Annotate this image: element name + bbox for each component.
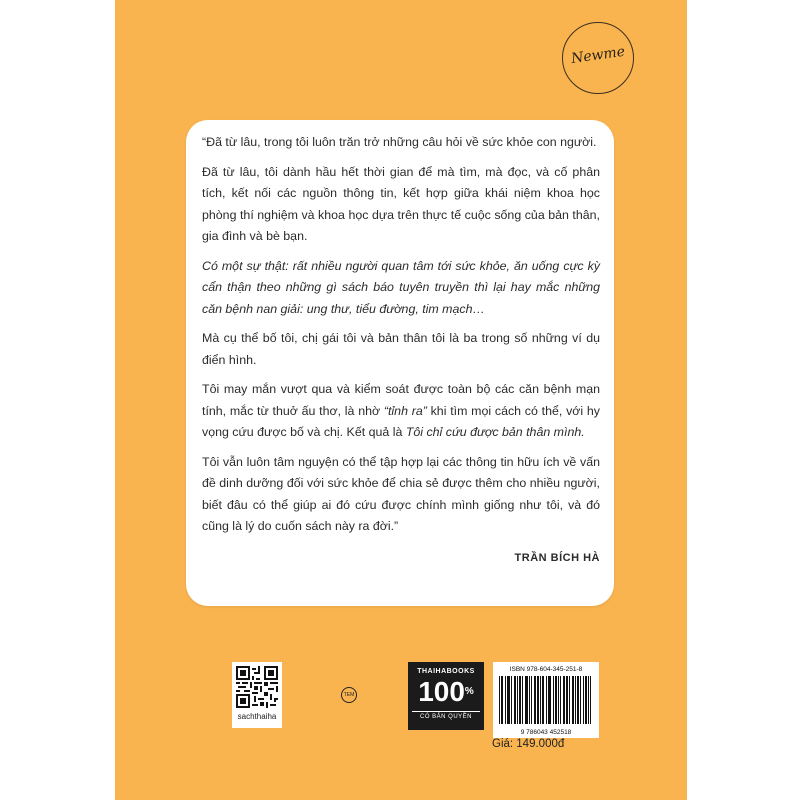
- barcode-bar: [502, 676, 503, 724]
- barcode-bar: [517, 676, 518, 724]
- barcode-digits: 9 786043 452518: [520, 729, 572, 736]
- barcode-bar: [569, 676, 570, 724]
- quote-paragraph-5: [202, 379, 600, 444]
- badge-percent: %: [464, 686, 474, 697]
- barcode-bar: [508, 676, 509, 724]
- barcode-bar: [553, 676, 554, 724]
- barcode-bar: [564, 676, 565, 724]
- barcode-bar: [567, 676, 568, 724]
- newme-logo: [562, 22, 634, 94]
- badge-number-value: 100: [418, 676, 465, 707]
- barcode-bar: [575, 676, 576, 724]
- barcode-bar: [563, 676, 564, 724]
- copyright-badge: [408, 662, 484, 730]
- barcode-bar: [558, 676, 559, 724]
- qr-caption: sachthaiha: [237, 712, 277, 721]
- barcode-bar: [548, 676, 549, 724]
- barcode-bar: [537, 676, 538, 724]
- barcode-bar: [556, 676, 557, 724]
- barcode-bar: [527, 676, 528, 724]
- barcode-bar: [588, 676, 589, 724]
- barcode-bar: [586, 676, 587, 724]
- barcode-bar: [535, 676, 536, 724]
- barcode-bar: [509, 676, 510, 724]
- barcode-bar: [555, 676, 556, 724]
- quote-author: TRẦN BÍCH HÀ: [514, 551, 600, 564]
- barcode-bar: [560, 676, 561, 724]
- barcode-bar: [550, 676, 551, 724]
- quote-paragraph-2: Đã từ lâu, tôi dành hầu hết thời gian để mà tìm, mà đọc, và cố phân tích, kết nối các nguồn thông tin, kết hợp giữa khái niệm khoa học phòng thí nghiệm và khoa học dựa trên thực tế cuộc sống của bản thân, gia đình và bè bạn.: [202, 164, 600, 243]
- quote-paragraph-4: Mà cụ thể bố tôi, chị gái tôi và bản thân tôi là ba trong số những ví dụ điển hình.: [202, 331, 600, 367]
- barcode-bar: [529, 676, 530, 724]
- quote-text: [202, 132, 600, 577]
- barcode-bar: [501, 676, 502, 724]
- price: Giá: 149.000đ: [492, 738, 565, 750]
- barcode-bar: [505, 676, 506, 724]
- quote-p5-book-title: Tôi chỉ cứu được bản thân mình.: [405, 425, 585, 439]
- barcode-bar: [566, 676, 567, 724]
- barcode-bar: [573, 676, 574, 724]
- quote-paragraph-3: Có một sự thật: rất nhiều người quan tâm tới sức khỏe, ăn uống cực kỳ cẩn thận theo những gì sách báo tuyên truyền thì lại hay mắc những căn bệnh nan giải: ung thư, tiểu đường, tim mạch…: [202, 258, 600, 316]
- badge-number: [408, 678, 484, 706]
- quote-card: [186, 120, 614, 606]
- barcode-bar: [572, 676, 573, 724]
- barcode-bar: [585, 676, 586, 724]
- quote-p5-part-a: Tôi may mắn vượt qua và kiểm soát được toàn bộ các căn bệnh mạn tính, mắc từ thuở ấu thơ, là nhờ: [202, 382, 600, 418]
- barcode-bar: [538, 676, 539, 724]
- barcode-bar: [549, 676, 550, 724]
- barcode-bar: [507, 676, 508, 724]
- barcode: [493, 662, 599, 738]
- barcode-bar: [522, 676, 523, 724]
- badge-publisher: THAIHABOOKS: [417, 668, 475, 675]
- tem-stamp: TEM: [341, 687, 357, 703]
- barcode-bar: [540, 676, 541, 724]
- barcode-bar: [583, 676, 584, 724]
- quote-p5-quoted-phrase: “tỉnh ra”: [383, 403, 427, 418]
- barcode-bars: [499, 676, 593, 724]
- barcode-bar: [534, 676, 535, 724]
- barcode-bar: [499, 676, 500, 724]
- barcode-bar: [590, 676, 591, 724]
- barcode-bar: [519, 676, 520, 724]
- isbn-text: ISBN 978-604-345-251-8: [509, 666, 583, 673]
- barcode-bar: [577, 676, 578, 724]
- quote-p5-part-b: khi tìm mọi cách có thể, với hy vọng cứu được bố và chị. Kết quả là: [202, 403, 600, 439]
- barcode-bar: [543, 676, 544, 724]
- barcode-bar: [511, 676, 512, 724]
- logo-text: Newme: [570, 43, 626, 68]
- barcode-bar: [578, 676, 579, 724]
- badge-caption: CÓ BẢN QUYỀN: [412, 711, 480, 724]
- barcode-bar: [542, 676, 543, 724]
- barcode-bar: [514, 676, 515, 724]
- qr-code[interactable]: [232, 662, 282, 728]
- barcode-bar: [546, 676, 547, 724]
- barcode-bar: [526, 676, 527, 724]
- barcode-bar: [525, 676, 526, 724]
- barcode-bar: [580, 676, 581, 724]
- barcode-bar: [515, 676, 516, 724]
- barcode-bar: [531, 676, 532, 724]
- qr-code-image: [236, 666, 278, 708]
- quote-paragraph-1: “Đã từ lâu, trong tôi luôn trăn trở những câu hỏi về sức khỏe con người.: [202, 135, 597, 149]
- quote-paragraph-6: Tôi vẫn luôn tâm nguyện có thể tập hợp lại các thông tin hữu ích về vấn đề dinh dưỡng đối với sức khỏe để chia sẻ được thêm cho nhiều người, biết đâu có thể giúp ai đó cứu được chính mình giống như tôi, và đó cũng là lý do cuốn sách này ra đời.”: [202, 454, 600, 533]
- barcode-bar: [520, 676, 521, 724]
